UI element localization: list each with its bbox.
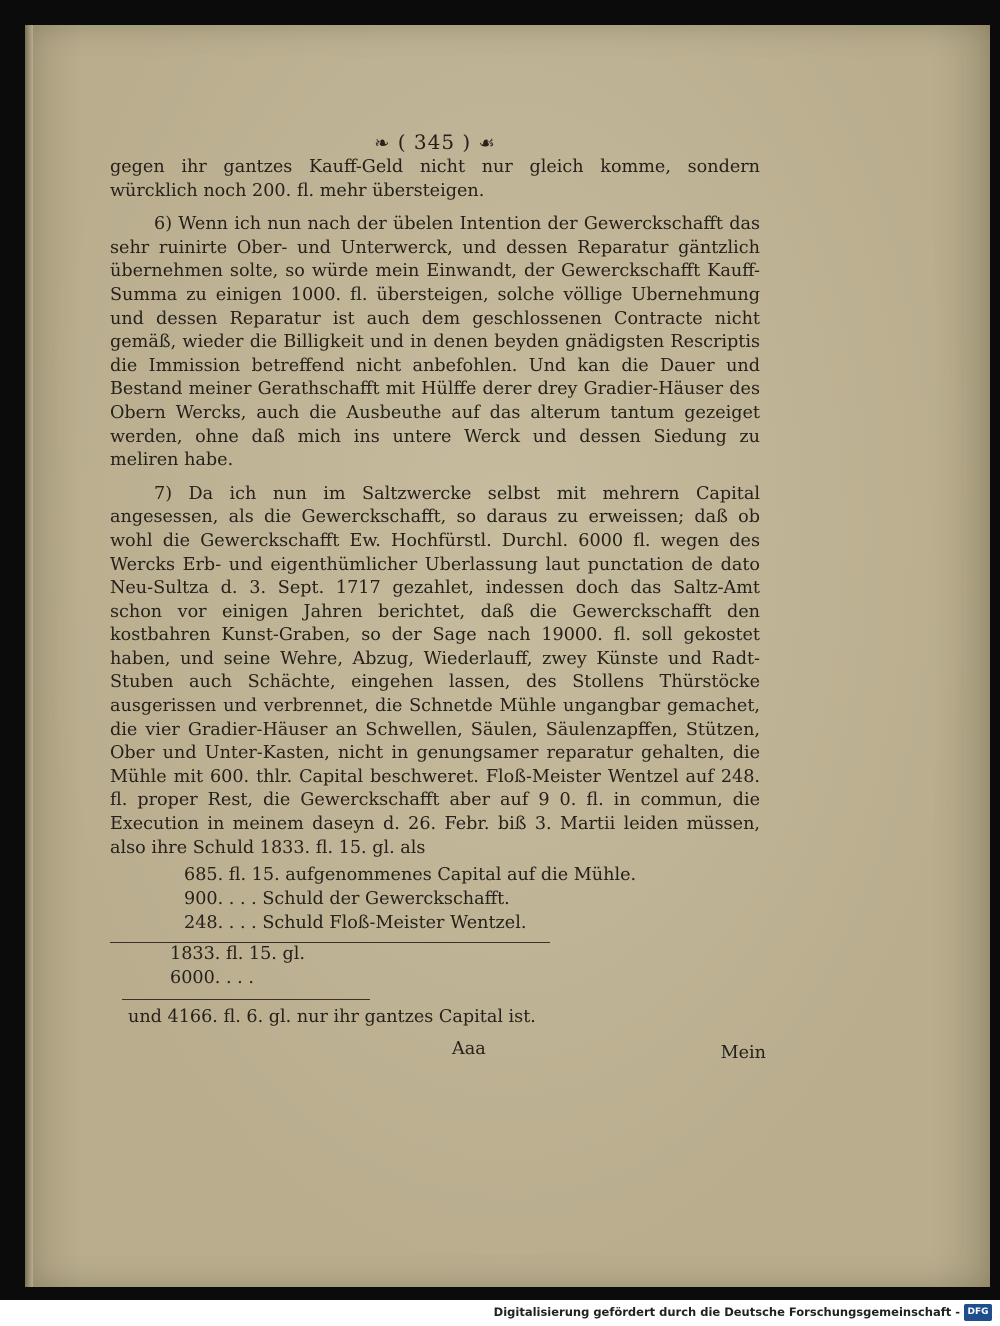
difference-rule	[122, 999, 370, 1000]
dfg-logo: DFG	[964, 1304, 992, 1321]
page-spine	[25, 25, 33, 1287]
signature-mark: Aaa	[452, 1038, 486, 1059]
calc-result: und 4166. fl. 6. gl. nur ihr gantzes Capital ist.	[128, 1007, 536, 1028]
credit-bar	[0, 1300, 1000, 1326]
page-header	[110, 130, 760, 156]
ornament-right-icon: ☙	[478, 133, 496, 154]
calc-item-capital-muehle: 685. fl. 15. aufgenommenes Capital auf die Mühle.	[184, 865, 637, 886]
calc-total: 1833. fl. 15. gl.	[170, 944, 305, 965]
debt-calculation	[110, 864, 760, 1030]
paragraph-7: 7) Da ich nun im Saltzwercke selbst mit mehrern Capital angesessen, als die Gewerckschafft, so daraus zu erweissen; daß ob wohl die Gewerckschafft Ew. Hochfürstl. Durchl. 6000 fl. wegen des Wercks Erb- und eigenthümlicher Uberlassung laut punctation de dato Neu-Sultza d. 3. Sept. 1717 gezahlet, indessen doch das Saltz-Amt schon vor einigen Jahren berichtet, daß die Gewerckschafft den kostbahren Kunst-Graben, so der Sage nach 19000. fl. soll gekostet haben, und seine Wehre, Abzug, Wiederlauff, zwey Künste und Radt-Stuben auch Schächte, eingehen lassen, des Stollens Thürstöcke ausgerissen und verbrennet, die Schnetde Mühle ungangbar gemachet, die vier Gradier-Häuser an Schwellen, Säulen, Säulenzapffen, Stützen, Ober und Unter-Kasten, nicht in genungsamer reparatur gehalten, die Mühle mit 600. thlr. Capital beschweret. Floß-Meister Wentzel auf 248. fl. proper Rest, die Gewerckschafft aber auf 9 0. fl. in commun, die Execution in meinem daseyn d. 26. Febr. biß 3. Martii leiden müssen, also ihre Schuld 1833. fl. 15. gl. als	[110, 483, 760, 858]
calc-capital: 6000. . . .	[170, 968, 254, 989]
page-number: ( 345 )	[397, 130, 472, 154]
catchword: Mein	[720, 1042, 766, 1063]
page-footer	[110, 1038, 766, 1068]
calc-item-gewerckschafft: 900. . . . Schuld der Gewerckschafft.	[184, 889, 510, 910]
ornament-left-icon: ❧	[374, 133, 391, 154]
calc-item-wentzel: 248. . . . Schuld Floß-Meister Wentzel.	[184, 913, 527, 934]
paragraph-6: 6) Wenn ich nun nach der übelen Intention der Gewerckschafft das sehr ruinirte Ober- und Unterwerck, und dessen Reparatur gäntzlich übernehmen solte, so würde mein Einwandt, der Gewerckschafft Kauff-Summa zu einigen 1000. fl. übersteigen, solche völlige Ubernehmung und dessen Reparatur ist auch dem geschlossenen Contracte nicht gemäß, wieder die Billigkeit und in denen beyden gnädigsten Rescriptis die Immission betreffend nicht anbefohlen. Und kan die Dauer und Bestand meiner Gerathschafft mit Hülffe derer drey Gradier-Häuser des Obern Wercks, auch die Ausbeuthe auf das alterum tantum gezeiget werden, ohne daß mich ins untere Werck und dessen Siedung zu meliren habe.	[110, 214, 760, 471]
paragraph-continuation: gegen ihr gantzes Kauff-Geld nicht nur gleich komme, sondern würcklich noch 200. fl. mehr übersteigen.	[110, 157, 760, 201]
sum-rule	[110, 942, 550, 943]
page-text	[110, 130, 766, 1068]
credit-text: Digitalisierung gefördert durch die Deutsche Forschungsgemeinschaft -	[493, 1305, 960, 1319]
